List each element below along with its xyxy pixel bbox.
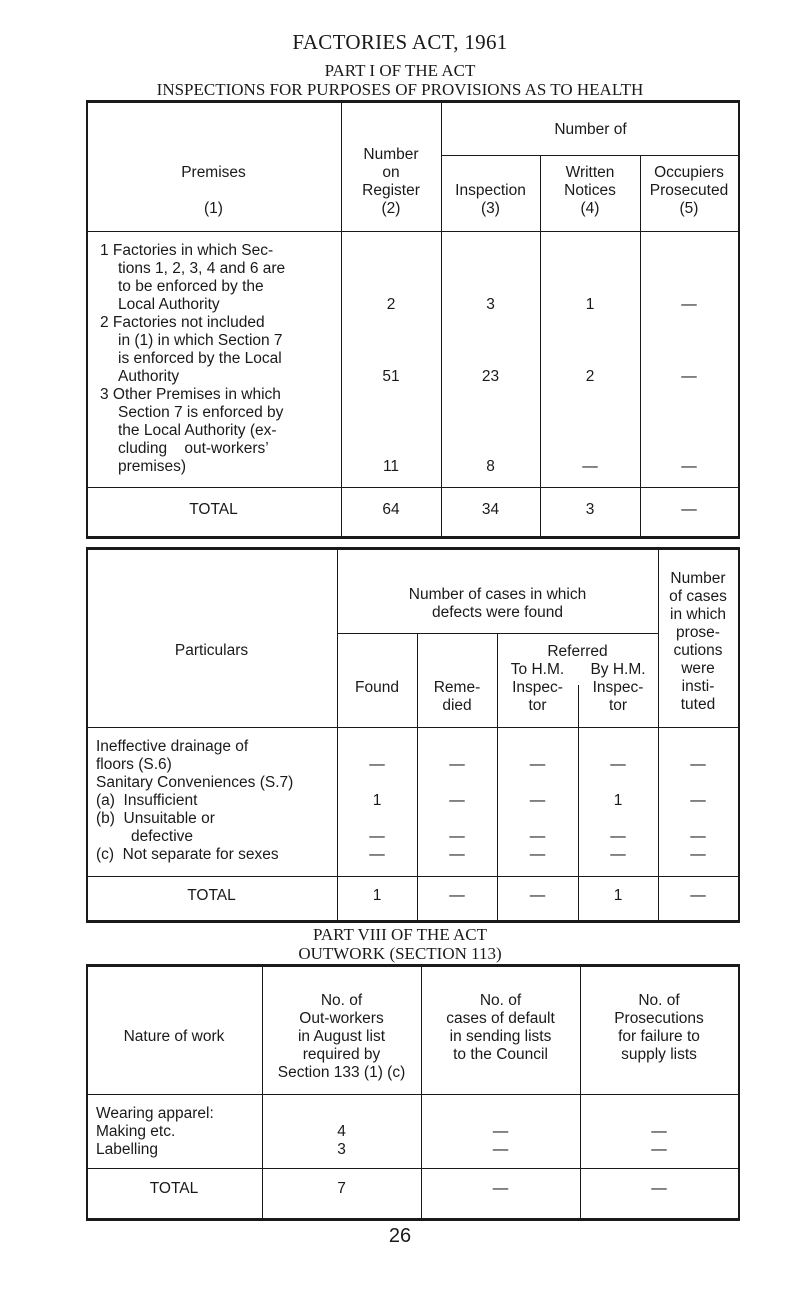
defects-row1-remedied: — [449,756,465,773]
defects-row4-label: (c) Not separate for sexes [96,846,279,863]
defects-row3-by: — [610,828,626,845]
page-title: FACTORIES ACT, 1961 [292,30,508,54]
defects-total-label: TOTAL [187,887,236,904]
row2-label: 2 Factories not included in (1) in which Section 7 is enforced by the Local Authority [100,314,283,385]
row1-label: 1 Factories in which Sec- tions 1, 2, 3, 4 and 6 are to be enforced by the Local Authority [100,242,286,313]
col-to-hmi-header-1: To H.M. [510,661,565,678]
defects-row2-remedied: — [449,792,465,809]
group-cases-2: defects were found [432,604,563,621]
col-particulars-header: Particulars [174,642,249,659]
col-prosecuted-header-2: Prosecuted [649,182,729,199]
col-register-header-1: Number [363,146,419,163]
col-by-hmi-header-1: By H.M. [590,661,646,678]
defects-row2-by: 1 [613,792,623,809]
defects-row2-found: 1 [372,792,382,809]
total-prosecuted: — [681,501,697,518]
outwork-row2-label: Making etc. [96,1123,176,1140]
defects-row1-to: — [529,756,546,773]
row2-prosecuted: — [681,368,697,385]
defects-total-found: 1 [372,887,382,904]
outwork-row3-prosecutions: — [651,1141,667,1158]
part1-heading: PART I OF THE ACT [324,61,476,80]
defects-row3-remedied: — [449,828,465,845]
total-register: 64 [382,501,400,518]
part1-subheading: INSPECTIONS FOR PURPOSES OF PROVISIONS AS TO HEALTH [156,80,644,99]
outwork-row3-default: — [492,1141,509,1158]
defects-row1-prosecutions: — [690,756,706,773]
col-by-hmi-header-2: Inspec- [592,679,644,696]
col-to-hmi-header-3: tor [528,697,547,714]
col-remedied-header-1: Reme- [433,679,481,696]
col-premises-num: (1) [204,200,223,217]
outwork-total-outworkers: 7 [337,1180,346,1197]
col-remedied-header-2: died [442,697,472,714]
row2-register: 51 [382,368,400,385]
part8-heading: PART VIII OF THE ACT [312,925,488,944]
row2-inspection: 23 [481,368,500,385]
col-notices-num: (4) [580,200,600,217]
outwork-row1-label: Wearing apparel: [96,1105,214,1122]
row1-notices: 1 [585,296,595,313]
col-found-header: Found [355,679,399,696]
col-inspection-num: (3) [481,200,500,217]
group-referred: Referred [547,643,608,660]
defects-total-to: — [529,887,546,904]
col-register-header-3: Register [362,182,420,199]
outwork-row2-prosecutions: — [651,1123,667,1140]
col-default-header: No. of cases of default in sending lists to the Council [446,992,555,1063]
outwork-total-label: TOTAL [149,1180,199,1197]
col-prosecuted-header-1: Occupiers [654,164,724,181]
defects-row4-prosecutions: — [690,846,706,863]
part8-subheading: OUTWORK (SECTION 113) [298,944,502,963]
col-prosecutions-header: Number of cases in which prose- cutions were insti- tuted [669,570,727,713]
defects-total-prosecutions: — [690,887,706,904]
defects-total-remedied: — [449,887,465,904]
defects-total-by: 1 [613,887,623,904]
defects-row4-by: — [610,846,626,863]
col-outworkers-header: No. of Out-workers in August list required by Section 133 (1) (c) [277,992,406,1081]
total-inspection: 34 [481,501,500,518]
defects-row3-label: (b) Unsuitable or defective [96,810,215,845]
outwork-total-default: — [492,1180,509,1197]
col-inspection-header: Inspection [455,182,526,199]
col-premises-header: Premises [181,164,246,181]
row1-inspection: 3 [486,296,495,313]
outwork-row2-default: — [492,1123,509,1140]
row3-notices: — [582,458,598,475]
row3-label: 3 Other Premises in which Section 7 is enforced by the Local Authority (ex- cluding out-workers’ premises) [100,386,284,475]
defects-row1-by: — [610,756,626,773]
defects-row1-found: — [369,756,385,773]
defects-row4-remedied: — [449,846,465,863]
row1-prosecuted: — [681,296,697,313]
row3-prosecuted: — [681,458,697,475]
row1-register: 2 [386,296,396,313]
defects-row1-label: Ineffective drainage of floors (S.6) [96,738,249,773]
defects-row2-prosecutions: — [690,792,706,809]
defects-row4-found: — [369,846,385,863]
outwork-row2-outworkers: 4 [337,1123,346,1140]
group-number-of: Number of [554,121,627,138]
row3-inspection: 8 [486,458,495,475]
row3-register: 11 [382,458,400,475]
col-outwork-prosecutions-header: No. of Prosecutions for failure to supply lists [614,992,704,1063]
col-nature-header: Nature of work [123,1028,225,1045]
defects-row2-label: Sanitary Conveniences (S.7) (a) Insufficient [96,774,294,809]
defects-row3-to: — [529,828,546,845]
col-notices-header-1: Written [565,164,615,181]
col-to-hmi-header-2: Inspec- [512,679,563,696]
defects-row2-to: — [529,792,546,809]
defects-row4-to: — [529,846,546,863]
col-prosecuted-num: (5) [679,200,699,217]
row2-notices: 2 [585,368,595,385]
col-by-hmi-header-3: tor [608,697,628,714]
total-label: TOTAL [189,501,238,518]
outwork-total-prosecutions: — [651,1180,667,1197]
outwork-row3-outworkers: 3 [337,1141,346,1158]
outwork-row3-label: Labelling [96,1141,159,1158]
col-register-num: (2) [381,200,401,217]
group-cases-1: Number of cases in which [408,586,587,603]
col-notices-header-2: Notices [564,182,616,199]
total-notices: 3 [585,501,595,518]
page-number: 26 [388,1225,412,1247]
defects-row3-found: — [369,828,385,845]
defects-row3-prosecutions: — [690,828,706,845]
col-register-header-2: on [382,164,400,181]
